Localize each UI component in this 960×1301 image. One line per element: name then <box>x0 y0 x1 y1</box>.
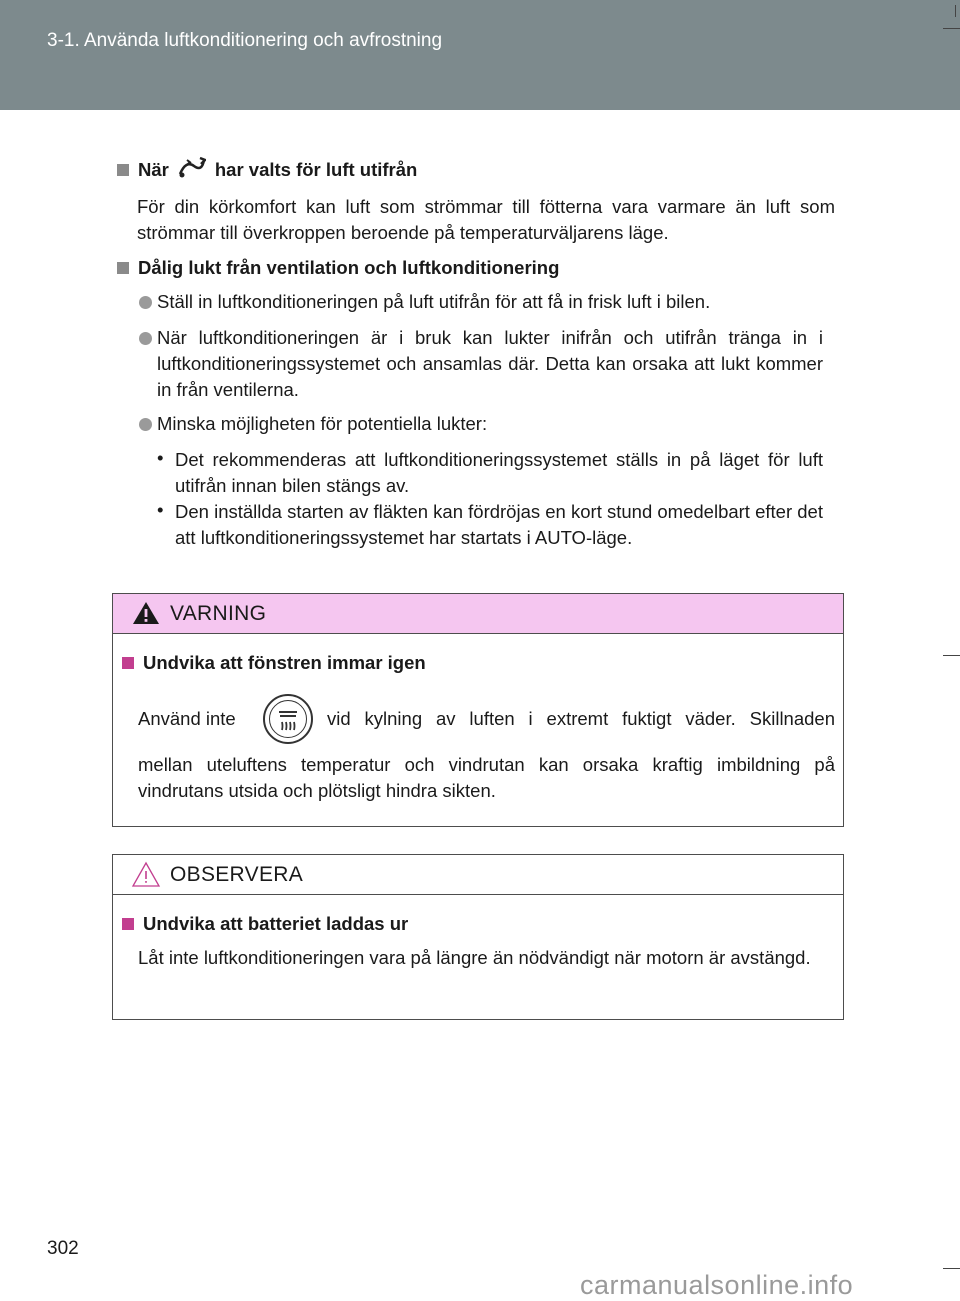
page-header <box>0 0 960 110</box>
warning-label: VARNING <box>170 602 267 625</box>
notice-header <box>113 855 843 895</box>
subbullet-marker: • <box>157 447 164 468</box>
crop-mark <box>943 655 960 656</box>
warning-text-pre: Använd inte <box>138 708 236 729</box>
fresh-air-icon <box>178 156 206 183</box>
warning-text-cont: mellan uteluftens temperatur och vindrutan kan orsaka kraftig imbildning på vindrutans utsida och plötsligt hindra sikten. <box>138 754 835 801</box>
heading-text: Dålig lukt från ventilation och luftkonditionering <box>138 257 560 278</box>
bullet-text: Ställ in luftkonditioneringen på luft utifrån för att få in frisk luft i bilen. <box>157 291 711 312</box>
heading-text-pre: När <box>138 158 169 180</box>
section1-body: För din körkomfort kan luft som strömmar till fötterna vara varmare än luft som strömmar till överkroppen beroende på temperaturväljarens läge. <box>137 196 835 243</box>
notice-text: Låt inte luftkonditioneringen vara på längre än nödvändigt när motorn är avstängd. <box>138 947 811 968</box>
warning-triangle-icon <box>131 600 161 626</box>
warning-title-text: Undvika att fönstren immar igen <box>143 652 426 673</box>
page-number: 302 <box>47 1238 79 1259</box>
section-marker-icon <box>122 918 134 930</box>
bullet-text: Minska möjligheten för potentiella lukter: <box>157 413 488 434</box>
notice-label: OBSERVERA <box>170 863 304 886</box>
section-marker-icon <box>117 262 129 274</box>
section-marker-icon <box>122 657 134 669</box>
crop-mark <box>943 1268 960 1269</box>
section-heading-fresh-air <box>117 156 417 183</box>
watermark: carmanualsonline.info <box>580 1270 854 1300</box>
chapter-title: 3-1. Använda luftkonditionering och avfrostning <box>47 30 443 51</box>
bullet-dot-icon <box>139 332 152 345</box>
notice-title <box>122 913 408 935</box>
crop-mark <box>943 28 960 29</box>
heading-text-post: har valts för luft utifrån <box>214 158 418 180</box>
warning-header <box>113 594 843 634</box>
warning-text-post: vid kylning av luften i extremt fuktigt väder. Skillnaden <box>327 708 835 729</box>
section-heading-odor <box>117 257 559 279</box>
warning-box <box>112 593 844 827</box>
bullet-dot-icon <box>139 418 152 431</box>
notice-box <box>112 854 844 1020</box>
defogger-button-icon <box>263 694 313 744</box>
subbullet-text: Det rekommenderas att luftkonditioneringssystemet ställs in på läget för luft utifrån innan bilen stängs av. <box>175 449 823 496</box>
warning-title <box>122 652 426 674</box>
subbullet-text: Den inställda starten av fläkten kan fördröjas en kort stund omedelbart efter det att luftkonditioneringssystemet har startats i AUTO-läge. <box>175 501 823 548</box>
section-marker-icon <box>117 164 129 176</box>
subbullet-marker: • <box>157 499 164 520</box>
caution-triangle-icon <box>131 861 161 889</box>
bullet-text: När luftkonditioneringen är i bruk kan lukter inifrån och utifrån tränga in i luftkonditioneringssystemet och ansamlas där. Detta kan orsaka att lukt kommer in från ventilerna. <box>157 327 823 400</box>
crop-mark <box>955 5 956 17</box>
bullet-dot-icon <box>139 296 152 309</box>
notice-title-text: Undvika att batteriet laddas ur <box>143 913 409 934</box>
